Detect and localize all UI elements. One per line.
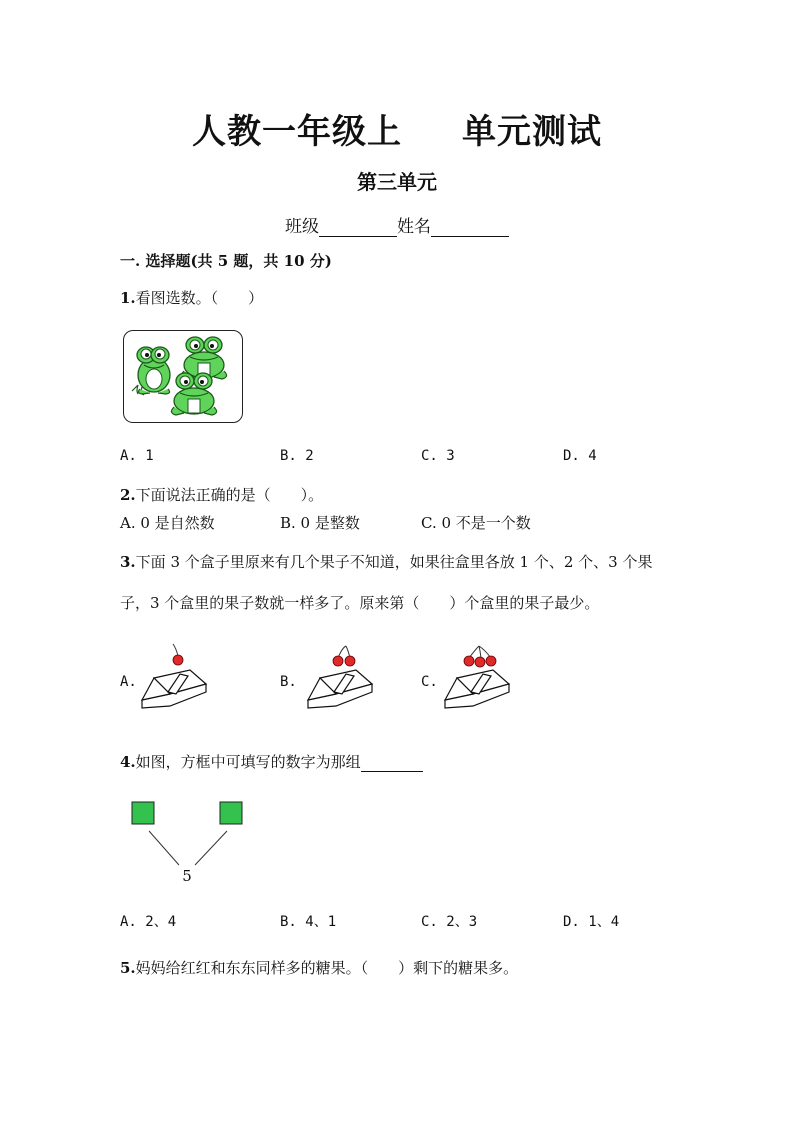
cherry-icon	[464, 646, 496, 667]
q4-option-c[interactable]: C. 2、3	[421, 914, 478, 930]
number-split-diagram	[125, 797, 255, 887]
q4-option-d[interactable]: D. 1、4	[563, 914, 620, 930]
left-branch-line	[149, 831, 179, 865]
unit-subtitle: 第三单元	[357, 170, 437, 194]
question-3-line-2: 子，3 个盒里的果子数就一样多了。原来第（ ）个盒里的果子最少。	[120, 594, 600, 612]
q4-option-b[interactable]: B. 4、1	[280, 914, 337, 930]
question-2-text: 下面说法正确的是（ ）。	[135, 486, 324, 504]
box-with-one-cherry	[140, 640, 210, 716]
question-1-number: 1.	[120, 289, 136, 307]
q1-option-d[interactable]: D. 4	[563, 448, 597, 464]
box-with-three-cherries	[443, 640, 513, 716]
cherry-icon	[173, 644, 183, 665]
name-blank[interactable]	[431, 218, 509, 237]
question-1	[120, 287, 263, 308]
q2-option-c[interactable]: C. 0 不是一个数	[421, 514, 531, 532]
question-4-number: 4.	[120, 753, 136, 771]
left-number-box[interactable]	[132, 802, 154, 824]
title-left: 人教一年级上	[192, 112, 402, 152]
q2-option-b[interactable]: B. 0 是整数	[280, 514, 360, 532]
right-number-box[interactable]	[220, 802, 242, 824]
question-2-number: 2.	[120, 486, 136, 504]
question-4	[120, 751, 423, 772]
q1-option-a[interactable]: A. 1	[120, 448, 154, 464]
frog-icon	[171, 373, 216, 415]
question-3-number: 3.	[120, 553, 136, 571]
frog-icon	[132, 347, 170, 395]
right-branch-line	[195, 831, 227, 865]
class-blank[interactable]	[319, 218, 397, 237]
name-label: 姓名	[397, 217, 431, 237]
question-5-number: 5.	[120, 959, 136, 977]
q1-option-c[interactable]: C. 3	[421, 448, 455, 464]
frogs-illustration	[124, 331, 242, 421]
title-right: 单元测试	[462, 112, 602, 152]
q1-option-b[interactable]: B. 2	[280, 448, 314, 464]
q3-option-b[interactable]: B.	[280, 674, 297, 690]
question-2	[120, 484, 323, 505]
question-5	[120, 957, 518, 978]
question-3-line-1	[120, 551, 652, 572]
question-1-text: 看图选数。（ ）	[135, 289, 264, 307]
section-heading: 一. 选择题(共 5 题，共 10 分)	[120, 252, 332, 270]
question-4-text: 如图，方框中可填写的数字为那组	[135, 753, 361, 771]
q3-option-c[interactable]: C.	[421, 674, 438, 690]
box-with-two-cherries	[306, 640, 376, 716]
q2-option-a[interactable]: A. 0 是自然数	[120, 514, 215, 532]
question-3-text-1: 下面 3 个盒子里原来有几个果子不知道，如果往盒里各放 1 个、2 个、3 个果	[135, 553, 653, 571]
question-5-text: 妈妈给红红和东东同样多的糖果。（ ）剩下的糖果多。	[135, 959, 519, 977]
cherry-icon	[333, 646, 355, 666]
class-name-line	[0, 212, 794, 237]
q3-option-a[interactable]: A.	[120, 674, 137, 690]
q4-option-a[interactable]: A. 2、4	[120, 914, 177, 930]
frog-picture-box	[123, 330, 243, 423]
class-label: 班级	[285, 217, 319, 237]
answer-blank[interactable]	[361, 756, 423, 772]
total-number: 5	[182, 867, 192, 885]
page-title	[0, 104, 794, 153]
